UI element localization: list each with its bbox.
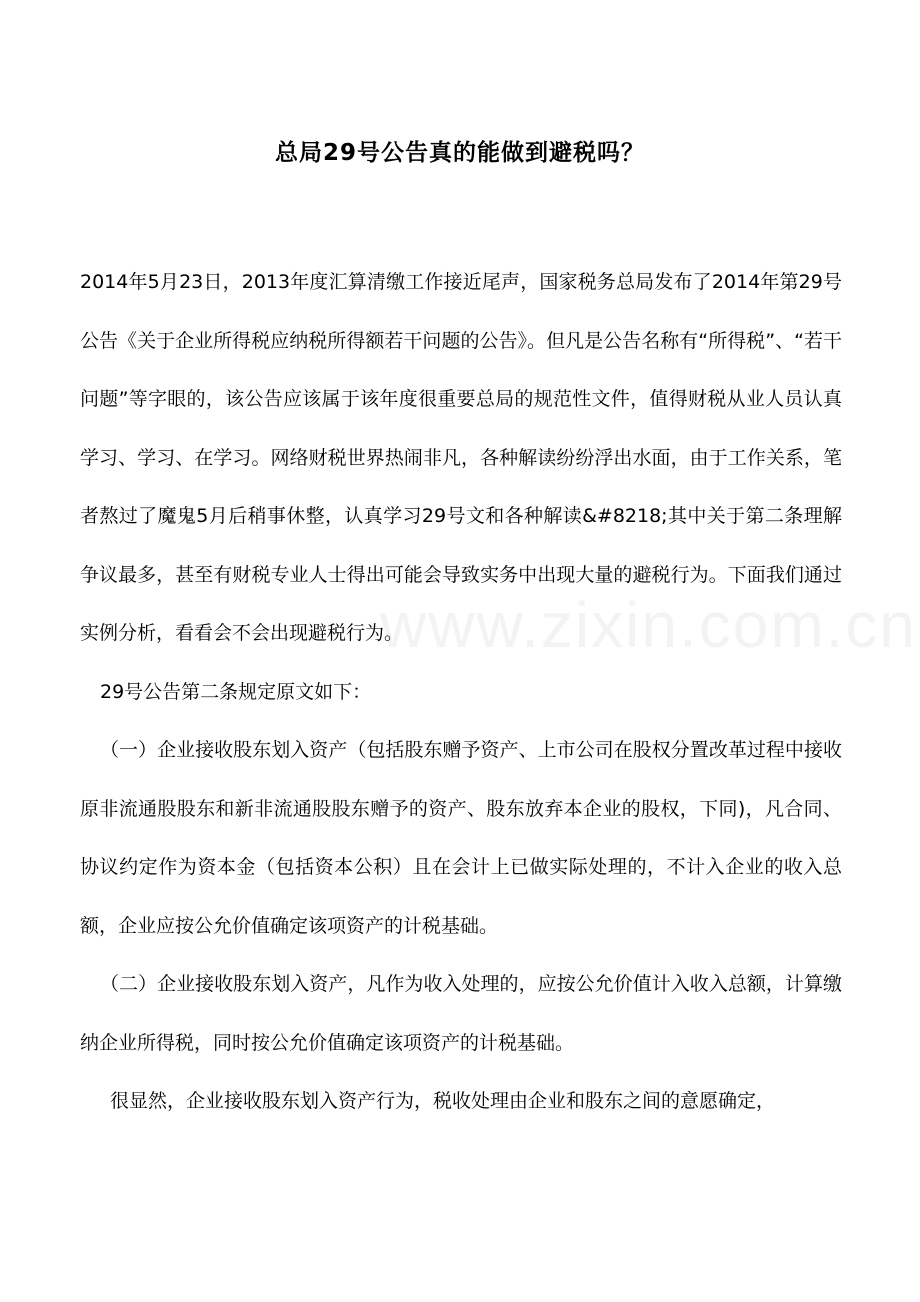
paragraph-clause-2: （二）企业接收股东划入资产，凡作为收入处理的，应按公允价值计入收入总额，计算缴纳企业所得税，同时按公允价值确定该项资产的计税基础。 xyxy=(80,973,842,1054)
paragraph-clause-1: （一）企业接收股东划入资产（包括股东赠予资产、上市公司在股权分置改革过程中接收原非流通股股东和新非流通股股东赠予的资产、股东放弃本企业的股权，下同)，凡合同、协议约定作为资本金（包括资本公积）且在会计上已做实际处理的，不计入企业的收入总额，企业应按公允价值确定该项资产的计税基础。 xyxy=(80,739,842,937)
watermark: www.zixin.com.cn xyxy=(380,589,917,661)
document-title: 总局29号公告真的能做到避税吗？ xyxy=(274,140,645,167)
document-body xyxy=(80,253,842,1131)
paragraph-article-heading: 29号公告第二条规定原文如下： xyxy=(100,680,372,703)
paragraph-analysis: 很显然，企业接收股东划入资产行为，税收处理由企业和股东之间的意愿确定， xyxy=(110,1090,776,1112)
paragraph-intro: 2014年5月23日，2013年度汇算清缴工作接近尾声，国家税务总局发布了2014年第29号公告《关于企业所得税应纳税所得额若干问题的公告》。但凡是公告名称有“所得税”、“若干问题”等字眼的，该公告应该属于该年度很重要总局的规范性文件，值得财税从业人员认真学习、学习、在学习。网络财税世界热闹非凡，各种解读纷纷浮出水面，由于工作关系，笔者熬过了魔鬼5月后稍事休整，认真学习29号文和各种解读&#8218;其中关于第二条理解争议最多，甚至有财税专业人士得出可能会导致实务中出现大量的避税行为。下面我们通过实例分析，看看会不会出现避税行为。 xyxy=(80,271,842,644)
